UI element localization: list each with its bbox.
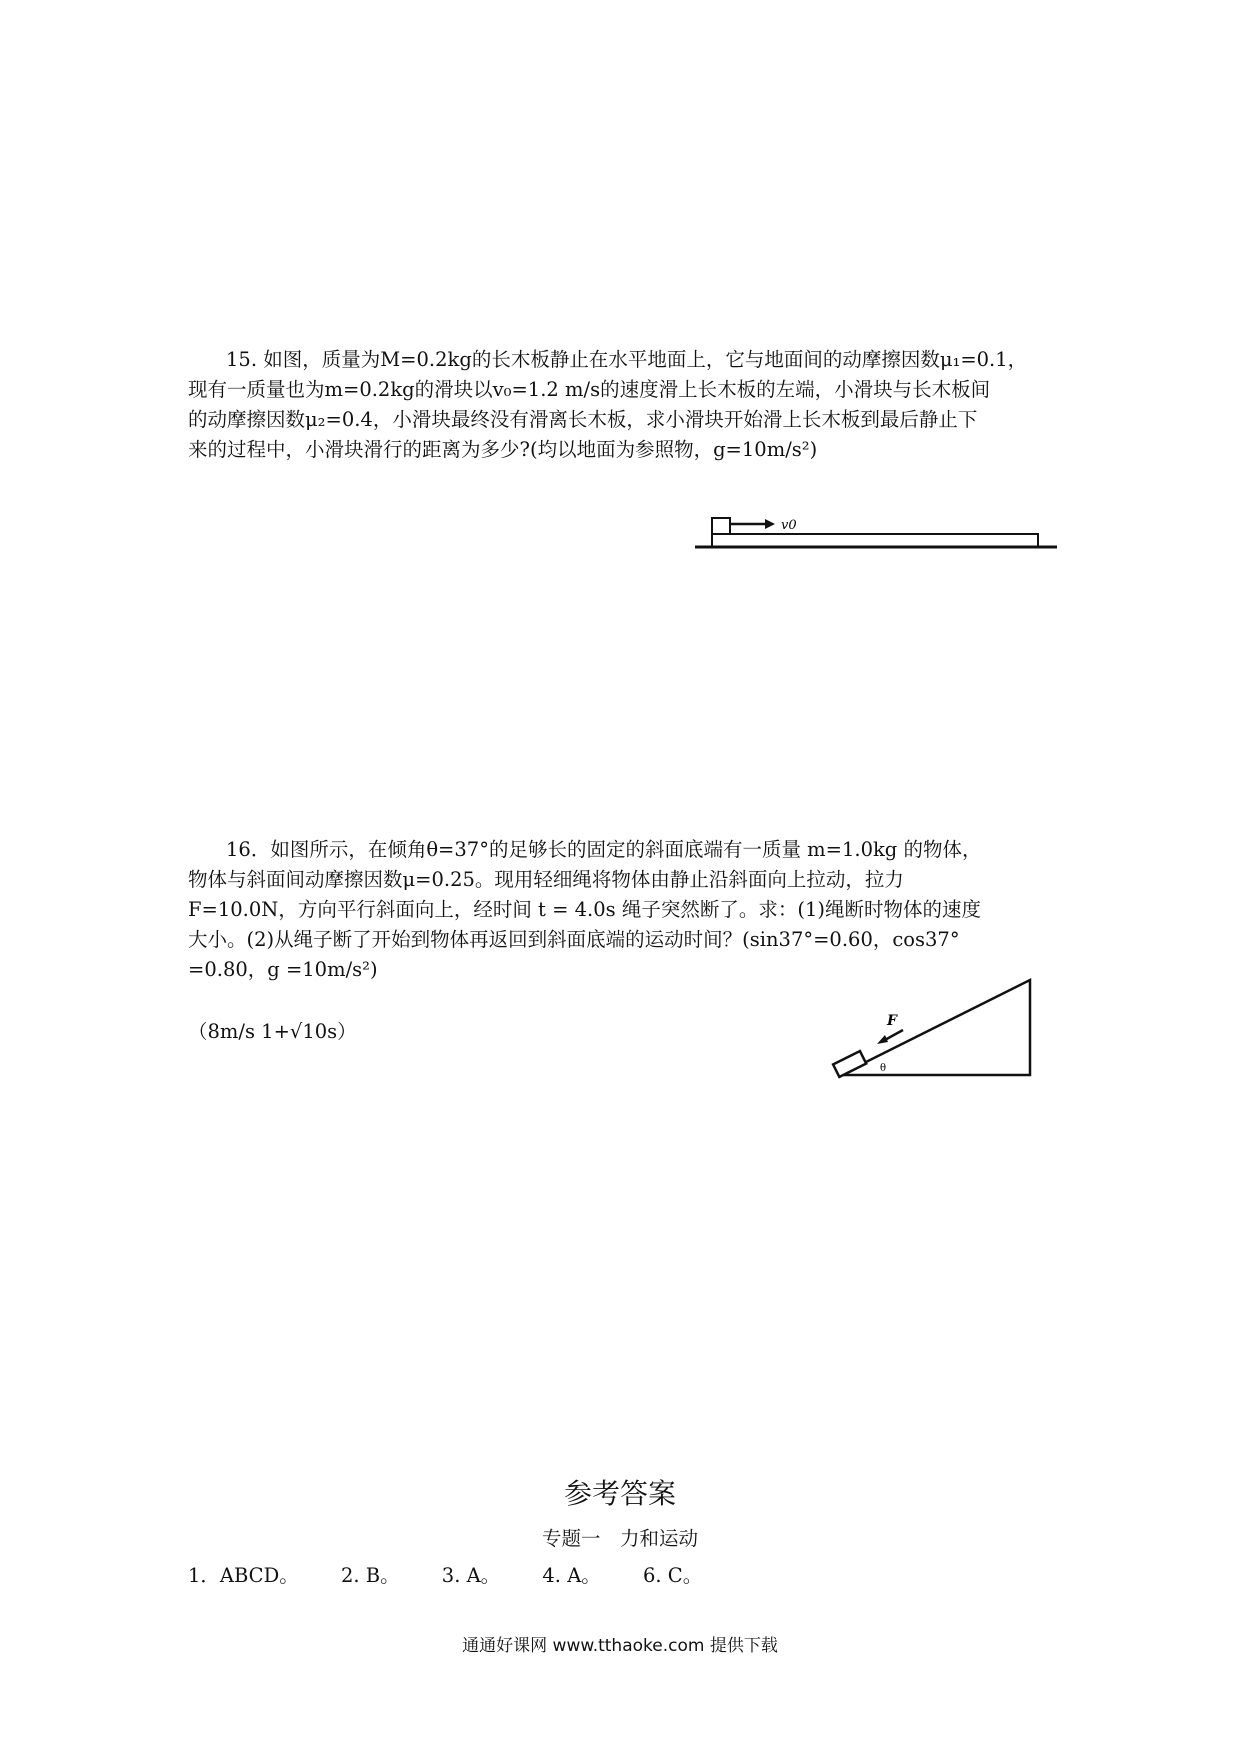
velocity-label: v0 [781, 518, 797, 533]
incline-block [833, 1051, 866, 1077]
slider-block [712, 518, 730, 534]
q16-answer: （8m/s 1+√10s） [188, 1020, 357, 1043]
velocity-arrow-head [765, 519, 775, 529]
q15-line-2: 现有一质量也为m=0.2kg的滑块以v₀=1.2 m/s的速度滑上长木板的左端，小滑块与长木板间 [188, 378, 991, 401]
answer-item: 4. A。 [542, 1564, 601, 1587]
q16-line-4: 大小。(2)从绳子断了开始到物体再返回到斜面底端的运动时间？(sin37°=0.60，cos37° [188, 928, 960, 951]
question-16 [188, 835, 1058, 985]
answers-subtitle: 专题一 力和运动 [541, 1527, 698, 1550]
angle-label: θ [880, 1063, 887, 1074]
answer-item: 6. C。 [642, 1564, 703, 1587]
q16-figure [825, 975, 1035, 1085]
q15-line-4: 来的过程中，小滑块滑行的距离为多少?(均以地面为参照物，g=10m/s²) [188, 438, 818, 461]
force-label: F [887, 1013, 897, 1029]
answer-item: 3. A。 [441, 1564, 501, 1587]
q15-line-3: 的动摩擦因数μ₂=0.4，小滑块最终没有滑离长木板，求小滑块开始滑上长木板到最后静止下 [188, 408, 978, 431]
q16-line-5: =0.80，g =10m/s²) [188, 958, 378, 981]
q16-line-3: F=10.0N，方向平行斜面向上，经时间 t = 4.0s 绳子突然断了。求：(1)绳断时物体的速度 [188, 898, 981, 921]
q15-figure [695, 500, 1075, 560]
incline-triangle [840, 980, 1030, 1075]
force-arrow-head [877, 1035, 888, 1044]
answers-title: 参考答案 [563, 1477, 676, 1510]
answer-item: 1．ABCD。 [188, 1564, 299, 1587]
q15-line-1: 15. 如图，质量为M=0.2kg的长木板静止在水平地面上，它与地面间的动摩擦因数μ₁=0.1， [226, 348, 1028, 371]
q16-line-1: 16．如图所示，在倾角θ=37°的足够长的固定的斜面底端有一质量 m=1.0kg 的物体， [226, 838, 982, 861]
long-board [712, 534, 1038, 547]
question-15 [188, 345, 1058, 465]
answer-item: 2. B。 [340, 1564, 400, 1587]
footer-text: 通通好课网 www.tthaoke.com 提供下载 [462, 1636, 778, 1656]
answers-list [188, 1560, 738, 1588]
q16-line-2: 物体与斜面间动摩擦因数μ=0.25。现用轻细绳将物体由静止沿斜面向上拉动，拉力 [188, 868, 904, 891]
